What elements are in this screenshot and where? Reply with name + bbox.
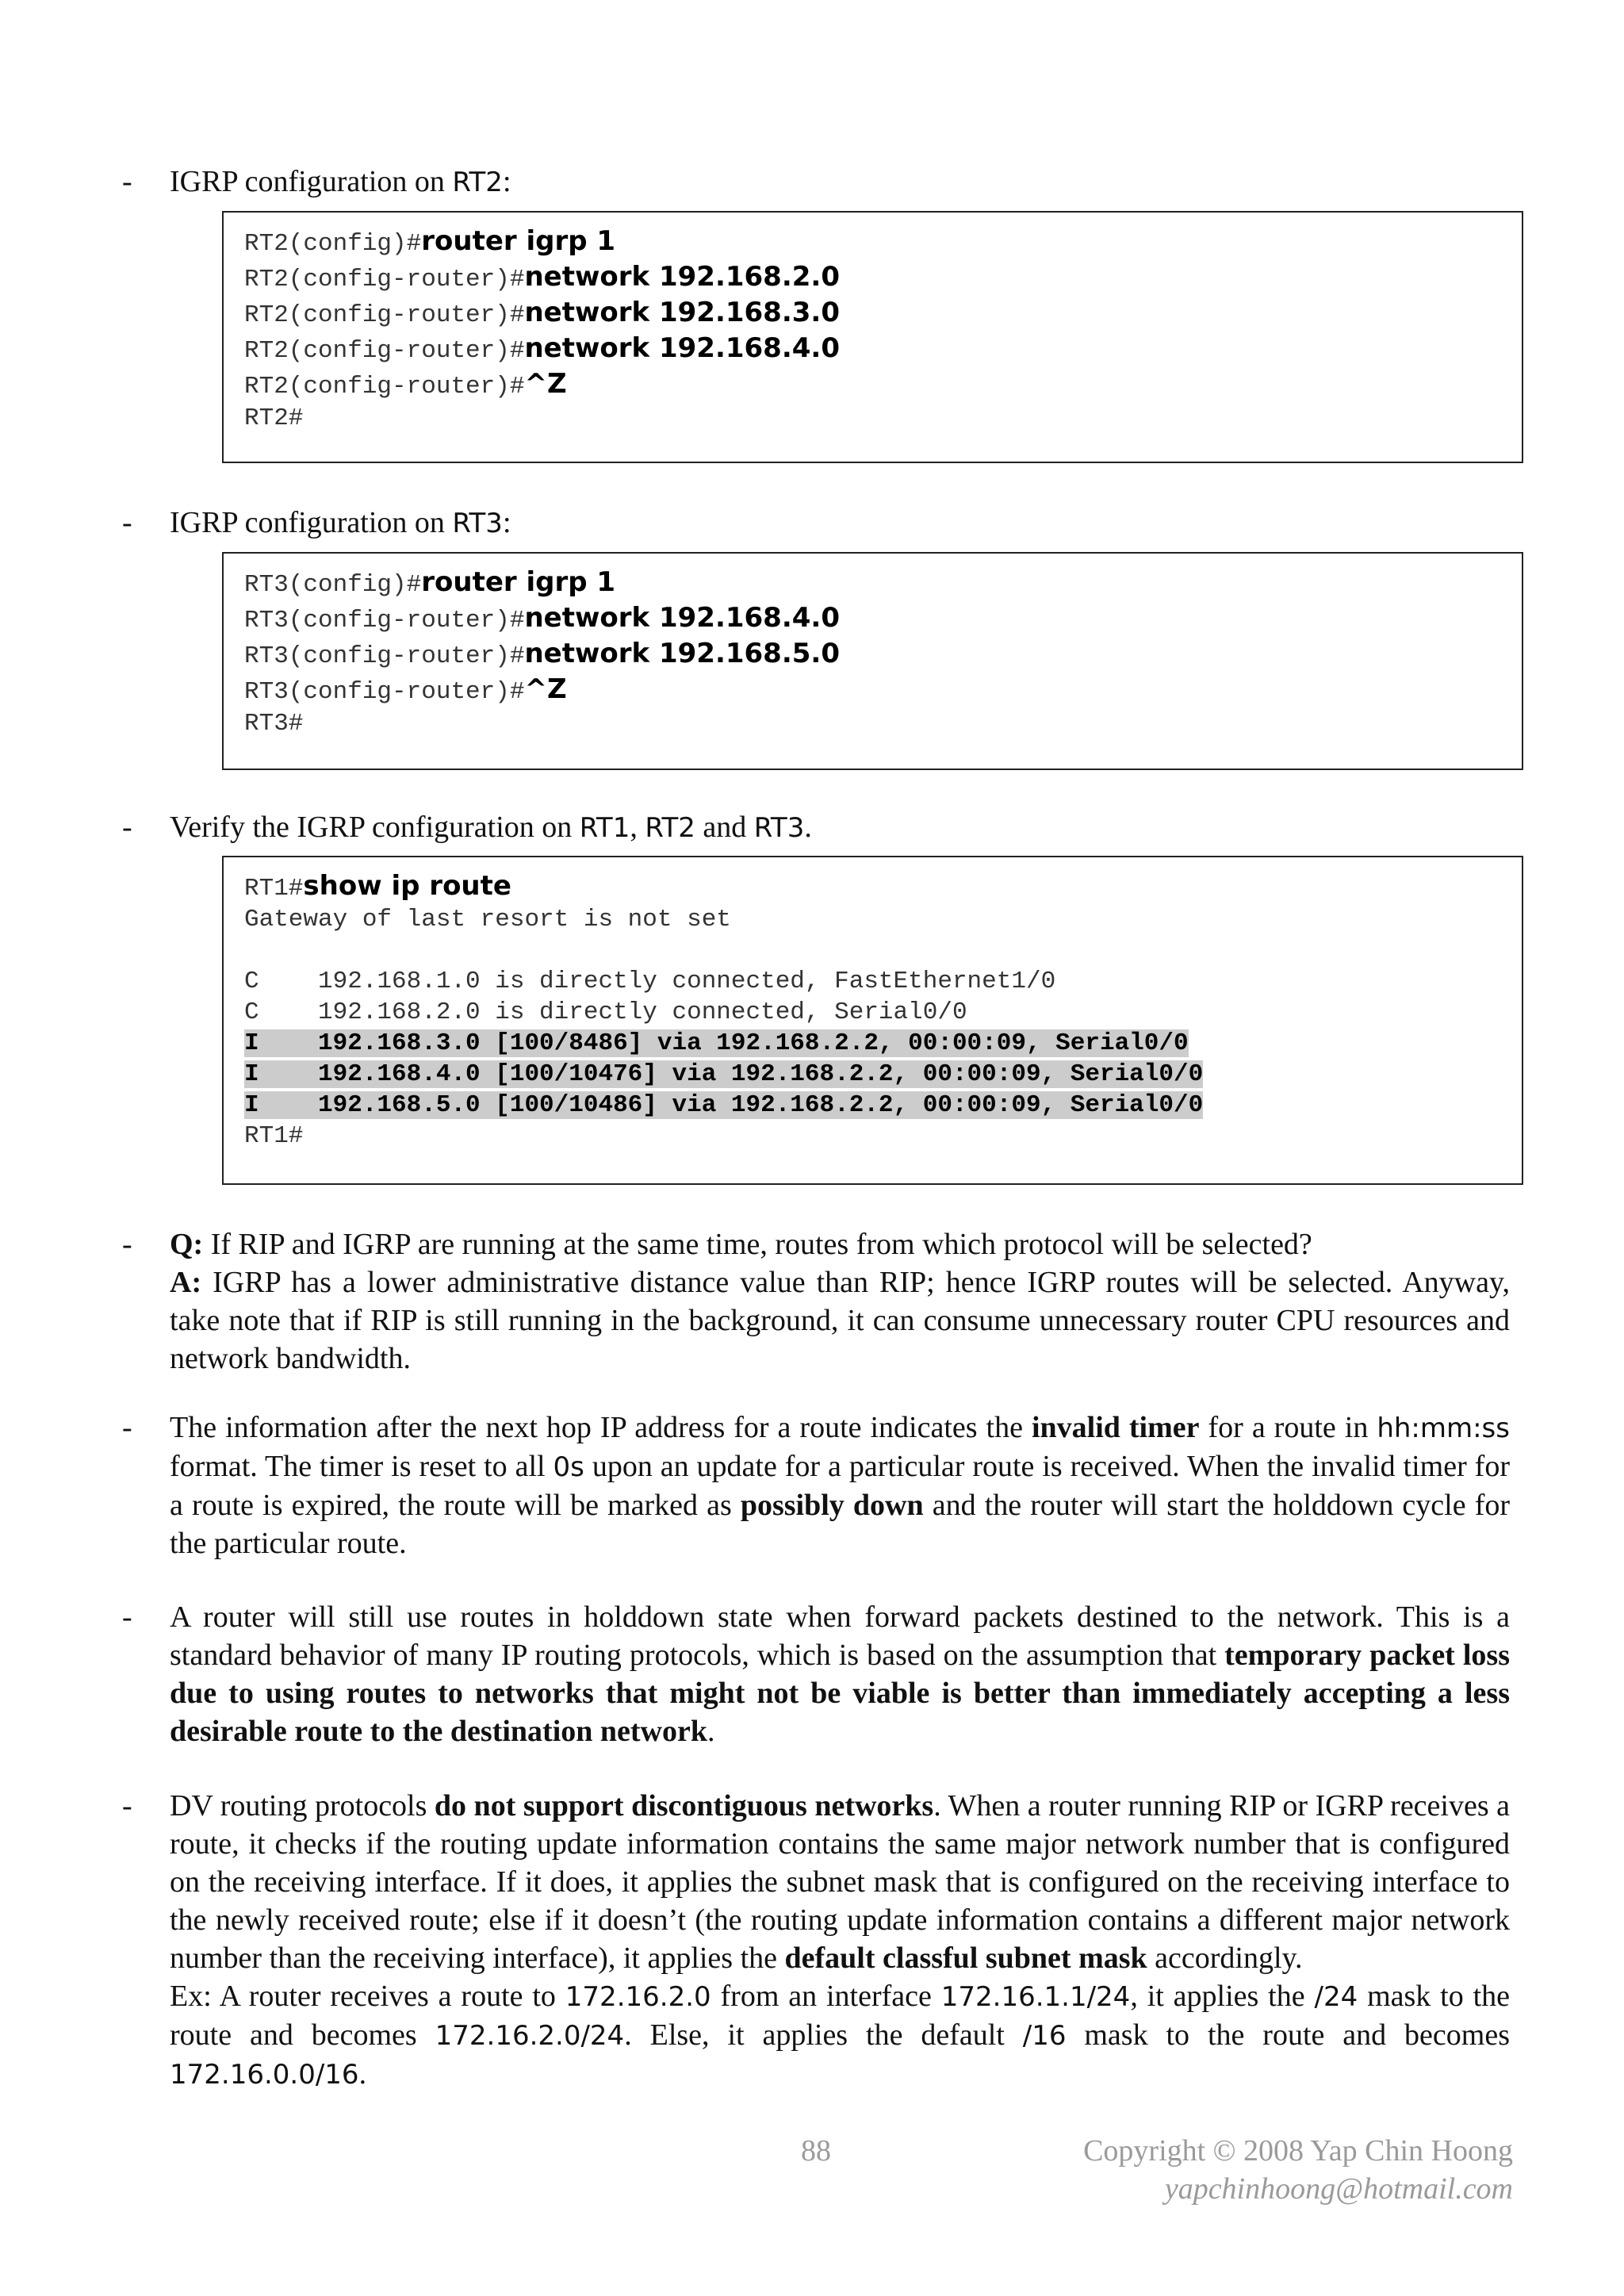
qa-paragraph: - Q: If RIP and IGRP are running at the same time, routes from which protocol will be selected? A: IGRP has a lower administrative distance value than RIP; hence IGRP routes will be selected. Anyway, take note that if RIP is still running in the background, it can consume unnecessary router CPU resources and network bandwidth. (170, 1225, 1510, 1378)
rt3-name: RT3 (452, 508, 503, 539)
gateway-line: Gateway of last resort is not set (244, 906, 731, 933)
cli-line: RT2(config)#router igrp 1 (244, 225, 616, 258)
page-number: 88 (801, 2134, 831, 2168)
route-igrp: I 192.168.3.0 [100/8486] via 192.168.2.2, 00:00:09, Serial0/0 (244, 1029, 1189, 1057)
verify-heading: Verify the IGRP configuration on RT1, RT2 and RT3. (170, 811, 812, 844)
bullet-dash: - (122, 506, 132, 539)
rt3-heading-item (122, 504, 1510, 542)
rt3-heading: IGRP configuration on RT3: (170, 506, 511, 539)
bullet-dash: - (122, 1600, 132, 1634)
route-connected: C 192.168.1.0 is directly connected, FastEthernet1/0 (244, 968, 1056, 995)
cli-line: RT1#show ip route (244, 870, 511, 903)
discontiguous-paragraph: - DV routing protocols do not support discontiguous networks. When a router running RIP or IGRP receives a route, it checks if the routing update information contains the same major network number that is configured on the receiving interface. If it does, it applies the subnet mask that is configured on the receiving interface to the newly received route; else if it doesn’t (the routing update information contains a different major network number than the receiving interface), it applies the default classful subnet mask accordingly. Ex: A router receives a route to 172.16.2.0 from an interface 172.16.1.1/24, it applies the /24 mask to the route and becomes 172.16.2.0/24. Else, it applies the default /16 mask to the route and becomes 172.16.0.0/16. (170, 1787, 1510, 2094)
cli-line: RT2# (244, 404, 304, 432)
cli-line: RT2(config-router)#^Z (244, 368, 567, 401)
cli-line: RT3(config)#router igrp 1 (244, 566, 616, 599)
bullet-dash: - (122, 165, 132, 198)
cli-line: RT2(config-router)#network 192.168.3.0 (244, 297, 840, 329)
cli-line: RT3# (244, 710, 304, 738)
holddown-paragraph: - A router will still use routes in holddown state when forward packets destined to the network. This is a standard behavior of many IP routing protocols, which is based on the assumption that temporary packet loss due to using routes to networks that might not be viable is better than immediately accepting a less desirable route to the destination network. (170, 1598, 1510, 1750)
bullet-dash: - (122, 1228, 132, 1261)
rt3-config-box (222, 552, 1523, 770)
rt2-name: RT2 (452, 167, 503, 198)
rt2-heading-item (122, 163, 1510, 201)
cli-line: RT2(config-router)#network 192.168.2.0 (244, 261, 840, 293)
copyright-text: Copyright © 2008 Yap Chin Hoong (1083, 2134, 1513, 2168)
bullet-dash: - (122, 811, 132, 844)
rt2-config-box (222, 211, 1523, 463)
bullet-dash: - (122, 1789, 132, 1823)
verify-heading-item (122, 808, 1510, 847)
route-igrp: I 192.168.4.0 [100/10476] via 192.168.2.2, 00:00:09, Serial0/0 (244, 1060, 1204, 1088)
cli-line: RT2(config-router)#network 192.168.4.0 (244, 332, 840, 365)
route-output-box (222, 856, 1523, 1185)
route-igrp: I 192.168.5.0 [100/10486] via 192.168.2.2, 00:00:09, Serial0/0 (244, 1091, 1204, 1119)
cli-line: RT1# (244, 1122, 304, 1150)
author-email: yapchinhoong@hotmail.com (1164, 2172, 1513, 2206)
bullet-dash: - (122, 1411, 132, 1444)
rt2-heading: IGRP configuration on RT2: (170, 165, 511, 198)
invalid-timer-paragraph: - The information after the next hop IP address for a route indicates the invalid timer for a route in hh:mm:ss format. The timer is reset to all 0s upon an update for a particular route is received. When the invalid timer for a route is expired, the route will be marked as possibly down and the router will start the holddown cycle for the particular route. (170, 1409, 1510, 1562)
route-connected: C 192.168.2.0 is directly connected, Serial0/0 (244, 999, 967, 1026)
cli-line: RT3(config-router)#network 192.168.4.0 (244, 602, 840, 634)
cli-line: RT3(config-router)#^Z (244, 673, 567, 706)
cli-line: RT3(config-router)#network 192.168.5.0 (244, 638, 840, 670)
